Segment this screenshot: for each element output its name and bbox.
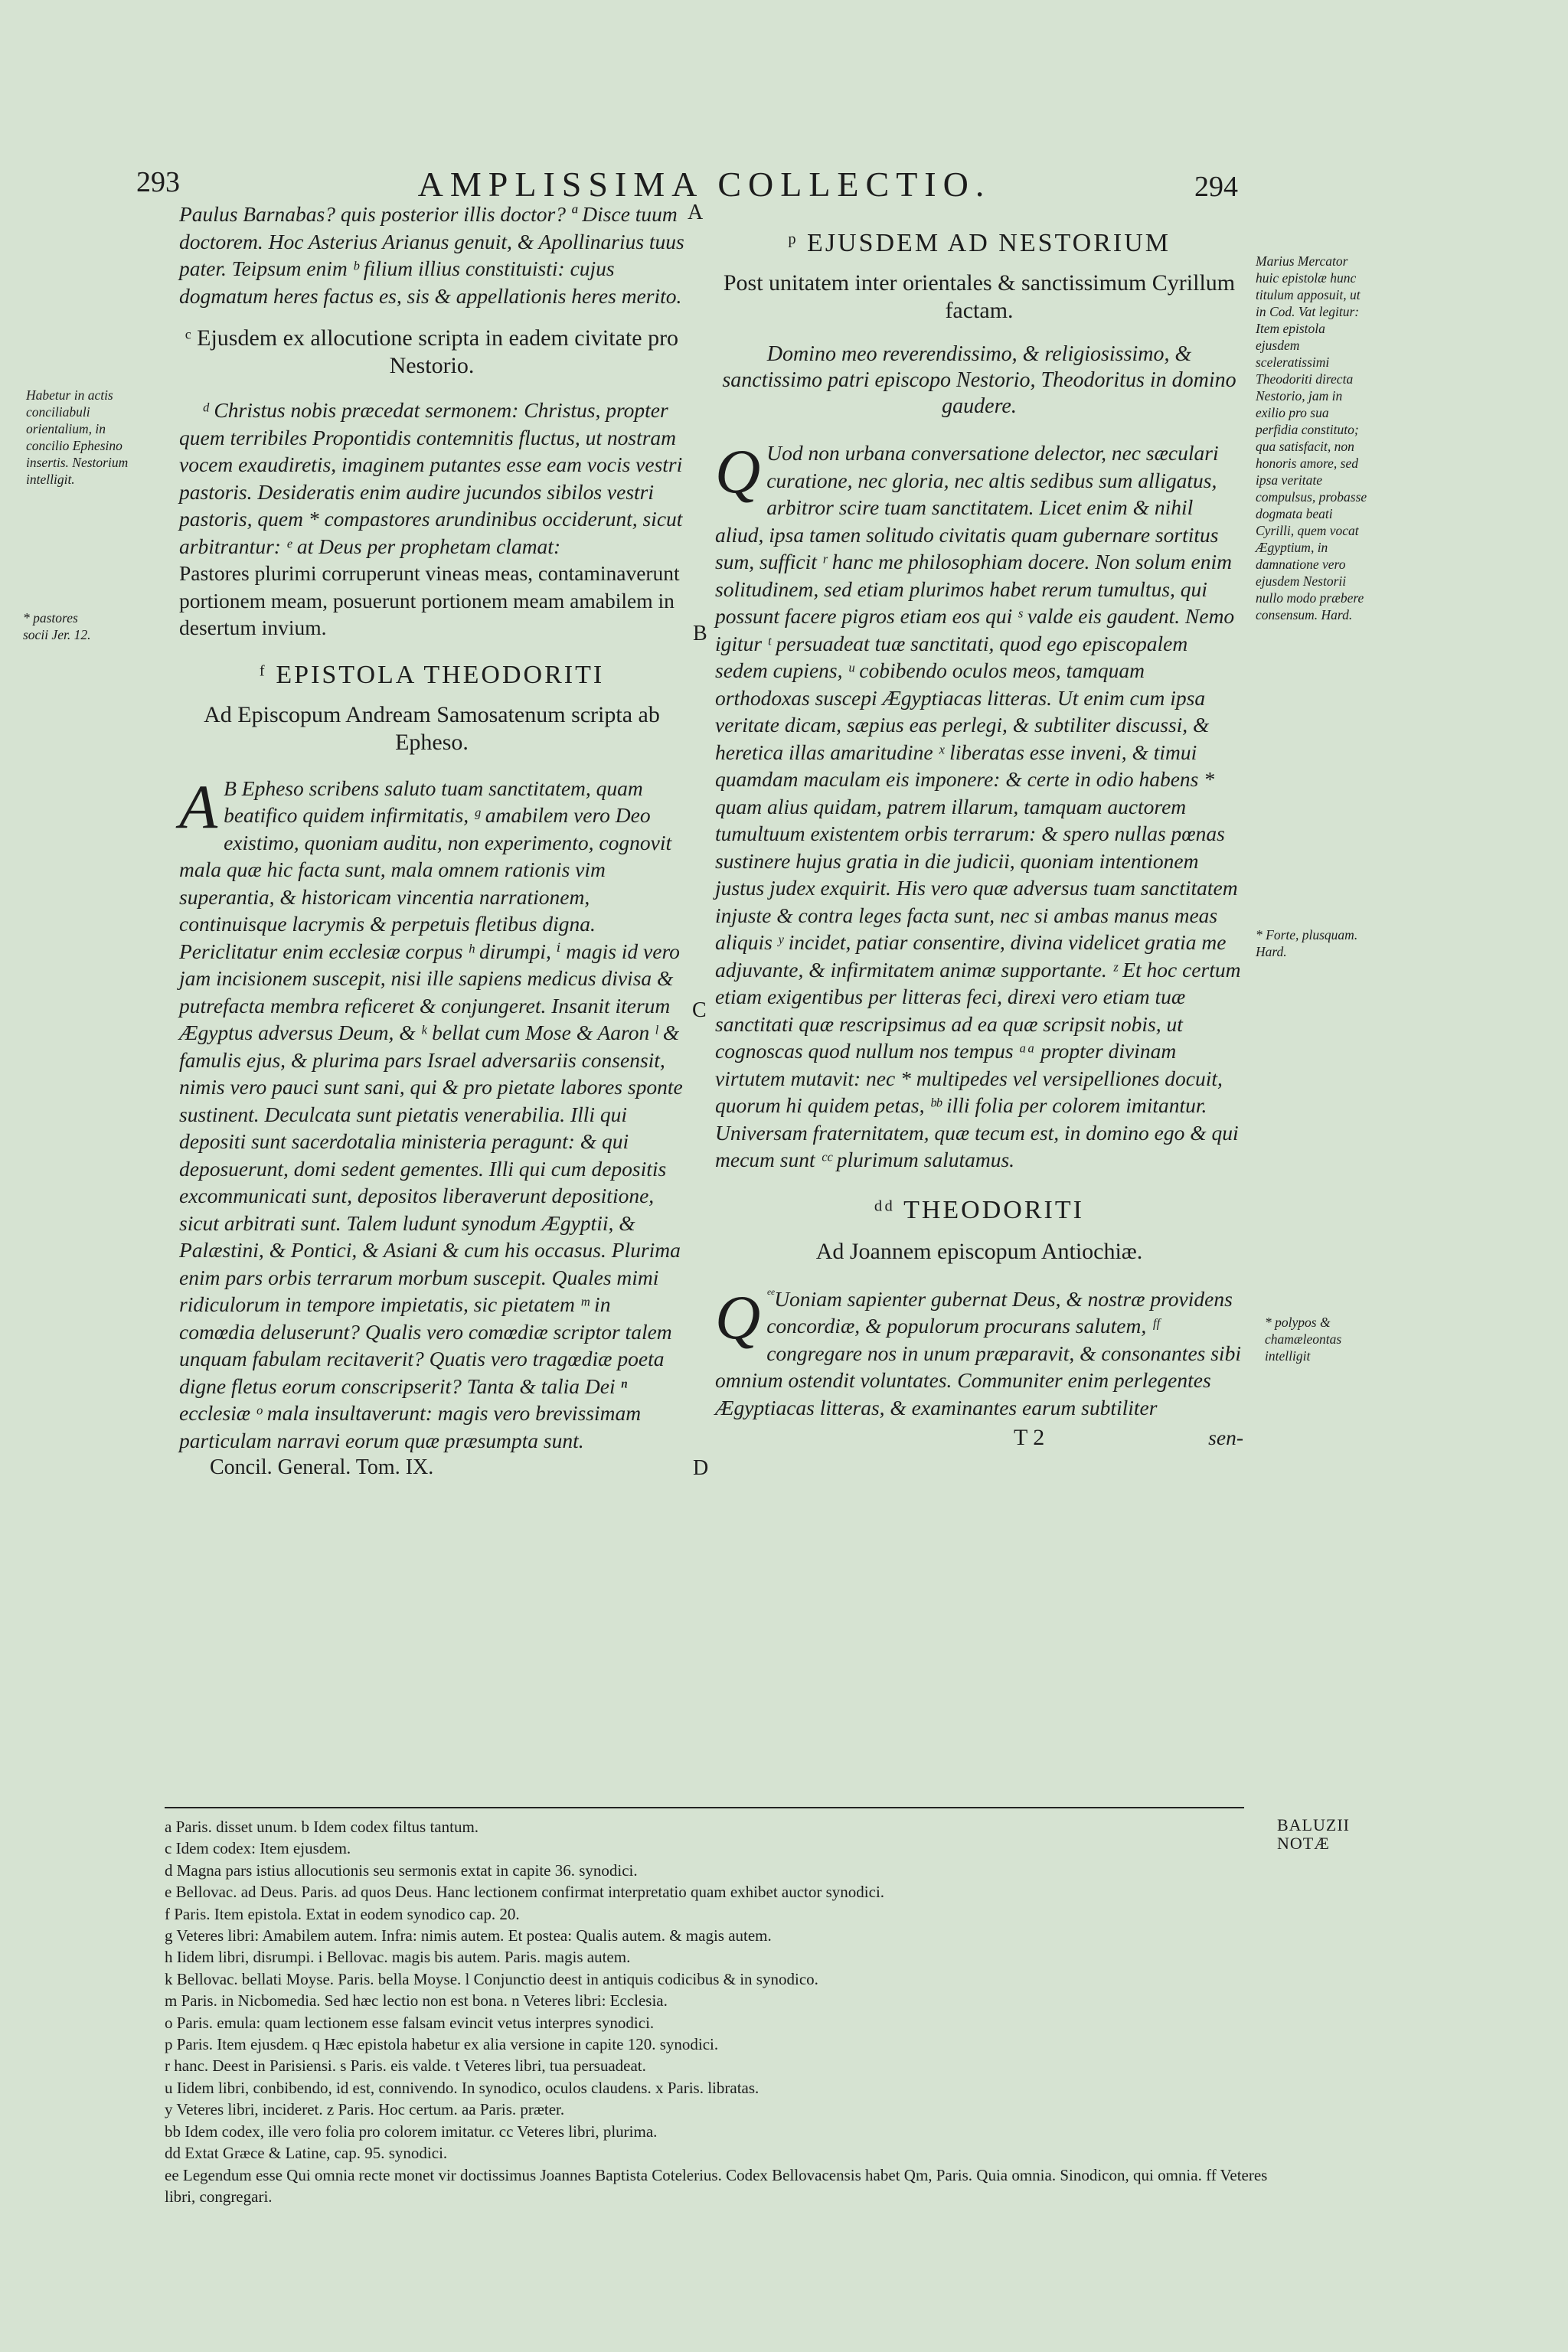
page-number-left: 293 — [136, 166, 180, 198]
page-number-right: 294 — [1194, 171, 1238, 203]
right-column — [715, 230, 1243, 1452]
drop-cap-q-first: Q — [715, 436, 761, 506]
right-margin-note-3: * polypos & chamæleontas intelligit — [1265, 1315, 1342, 1364]
footnote-line: bb Idem codex, ille vero folia pro colorem imitatur. cc Veteres libri, plurima. — [165, 2122, 658, 2141]
right-heading-theodoriti: ᵈᵈ THEODORITI — [874, 1195, 1084, 1224]
left-heading-allocutio: ᶜ Ejusdem ex allocutione scripta in eadem civitate pro Nestorio. — [185, 325, 679, 378]
right-column-footer — [715, 1424, 1243, 1452]
footnote-line: u Iidem libri, conbibendo, id est, connivendo. In synodico, oculos claudens. x Paris. libratas. — [165, 2078, 760, 2097]
footnote-line: m Paris. in Nicbomedia. Sed hæc lectio non est bona. n Veteres libri: Ecclesia. — [165, 1991, 668, 2011]
gutter-letter-d: D — [693, 1456, 709, 1480]
left-column-footer: Concil. General. Tom. IX. — [210, 1455, 434, 1479]
notes-label: BALUZII NOTÆ — [1277, 1815, 1350, 1853]
footnote-line: o Paris. emula: quam lectionem esse falsam evincit vetus interpres synodici. — [165, 2013, 655, 2032]
notes-divider — [165, 1807, 1244, 1808]
signature-mark: T 2 — [1014, 1425, 1045, 1450]
left-margin-note-1: Habetur in actis conciliabuli orientalium, in concilio Ephesino insertis. Nestorium intelligit. — [26, 387, 129, 487]
footnote-line: c Idem codex: Item ejusdem. — [165, 1839, 351, 1858]
footnote-line: dd Extat Græce & Latine, cap. 95. synodici. — [165, 2144, 448, 2163]
left-paragraph-epistola — [179, 771, 684, 1455]
footnote-line: y Veteres libri, incideret. z Paris. Hoc certum. aa Paris. præter. — [165, 2100, 565, 2119]
footnote-line: r hanc. Deest in Parisiensi. s Paris. eis valde. t Veteres libri, tua persuadeat. — [165, 2056, 646, 2076]
note-marker-ee: ᵉᵉ — [766, 1285, 775, 1302]
footnote-line: p Paris. Item ejusdem. q Hæc epistola habetur ex alia versione in capite 120. synodici. — [165, 2035, 719, 2054]
footnote-line: g Veteres libri: Amabilem autem. Infra: nimis autem. Et postea: Qualis autem. & magis autem. — [165, 1926, 772, 1945]
gutter-letter-b: B — [693, 622, 707, 645]
drop-cap-a: A — [179, 771, 218, 841]
gutter-letter-a: A — [688, 201, 704, 224]
footnote-line: a Paris. disset unum. b Idem codex filtus tantum. — [165, 1818, 479, 1836]
footnote-line: h Iidem libri, disrumpi. i Bellovac. magis bis autem. Paris. magis autem. — [165, 1948, 631, 1967]
right-paragraph-theodoriti — [715, 1282, 1243, 1422]
footnotes — [165, 1816, 1275, 2207]
footnote-line: f Paris. Item epistola. Extat in eodem synodico cap. 20. — [165, 1904, 520, 1923]
left-paragraph-prophet-quote: Pastores plurimi corruperunt vineas meas, contaminaverunt portionem meam, posuerunt portionem meam amabilem in desertum invium. — [179, 561, 680, 639]
catchword: sen- — [1208, 1426, 1243, 1449]
right-heading-nestorium-sub: Post unitatem inter orientales & sanctissimum Cyrillum factam. — [723, 270, 1236, 323]
right-heading-nestorium: ᵖ EJUSDEM AD NESTORIUM — [787, 229, 1171, 257]
footnote-line: e Bellovac. ad Deus. Paris. ad quos Deus. Hanc lectionem confirmat interpretatio quam exhibet auctor synodici. — [165, 1883, 885, 1902]
drop-cap-q-second: Q — [715, 1282, 761, 1352]
footnote-line: ee Legendum esse Qui omnia recte monet vir doctissimus Joannes Baptista Cotelerius. Codex Bellovacensis habet Qm, Paris. Quia omnia. Sinodicon, qui omnia. ff Veteres libri, congregari. — [165, 2165, 1268, 2206]
left-paragraph-epistola-text: B Epheso scribens saluto tuam sanctitatem, quam beatifico quidem infirmitatis, ᵍ amabilem vero Deo existimo, quoniam auditu, non experimento, cognovit mala quæ hic facta sunt, mala omnem rationis vim superantia, & historicam vincentia narrationem, continuisque lacrymis & perpetuis fletibus digna. Periclitatur enim ecclesiæ corpus ʰ dirumpi, ⁱ magis id vero jam incisionem suscepit, nisi ille sapiens medicus divisa & putrefacta membra reficeret & conjungeret. Insanit iterum Ægyptus adversus Deum, & ᵏ bellat cum Mose & Aaron ˡ & famulis ejus, & plurima pars Israel adversariis consensit, nimis vero pauci sunt sani, qui & pro pietate labores sponte sustinent. Deculcata sunt pietatis venerabilia. Illi qui depositi sunt sacerdotalia ministeria peragunt: & qui deposuerunt, domi sedent gementes. Illi qui cum depositis excommunicati sunt, depositos liberaverunt depositione, sicut arbitrati sunt. Talem ludunt synodum Ægyptii, & Palæstini, & Pontici, & Asiani & cum his occasus. Plurima enim pars orbis terrarum morbum suscepit. Quales mimi ridiculorum in tempore impietatis, sic pietatem ᵐ in comœdia deluserunt? Qualis vero comœdiæ scriptor talem unquam fabulam recitaverit? Quatis vero tragœdiæ poeta digne fletus eorum conscripserit? Tanta & talia Dei ⁿ ecclesiæ ᵒ mala insultaverunt: magis vero brevissimam particulam narravi eorum quæ præsumpta sunt. — [179, 776, 683, 1452]
left-margin-note-2: * pastores socii Jer. 12. — [23, 610, 91, 642]
right-margin-note-1: Marius Mercator huic epistolæ hunc titulum apposuit, ut in Cod. Vat legitur: Item epistola ejusdem sceleratissimi Theodoriti directa Nestorio, jam in exilio pro sua perfidia constituto; qua satisfacit, non honoris amore, sed ipsa veritate compulsus, probasse dogmata beati Cyrilli, quem vocat Ægyptium, in damnatione vero ejusdem Nestorii nullo modo præbere consensum. Hard. — [1256, 253, 1367, 622]
footnote-line: d Magna pars istius allocutionis seu sermonis extat in capite 36. synodici. — [165, 1860, 638, 1880]
right-salutation: Domino meo reverendissimo, & religiosissimo, & sanctissimo patri episcopo Nestorio, Theodoritus in domino gaudere. — [722, 342, 1236, 418]
running-title: AMPLISSIMA COLLECTIO. — [417, 165, 991, 204]
right-margin-note-2: * Forte, plusquam. Hard. — [1256, 927, 1358, 959]
left-opening-text: Paulus Barnabas? quis posterior illis doctor? ª Disce tuum doctorem. Hoc Asterius Arianus genuit, & Apollinarius tuus pater. Teipsum enim ᵇ filium illius constituisti: cujus dogmatum heres factus es, sis & appellationis heres merito. — [179, 202, 684, 308]
footnote-line: k Bellovac. bellati Moyse. Paris. bella Moyse. l Conjunctio deest in antiquis codicibus & in synodico. — [165, 1969, 818, 1988]
gutter-letter-c: C — [692, 998, 707, 1022]
left-paragraph-allocutio: ᵈ Christus nobis præcedat sermonem: Christus, propter quem terribiles Propontidis contemnitis fluctus, ut nostram vocem exaudiretis, imaginem putantes esse eam vocis vestri pastoris. Desideratis enim audire jucundos sibilos vestri pastoris, quem * compastores arundinibus occiderunt, sicut arbitrantur: ᵉ at Deus per prophetam clamat: — [179, 398, 683, 558]
right-paragraph-theodoriti-text: Uoniam sapienter gubernat Deus, & nostræ providens concordiæ, & populorum procurans salutem, ᶠᶠ congregare nos in unum præparavit, & consonantes sibi omnium ostendit voluntates. Communiter enim perlegentes Ægyptiacas litteras, & examinantes earum subtiliter — [715, 1286, 1241, 1419]
right-paragraph-nestorium-text: Uod non urbana conversatione delector, nec sæculari curatione, nec gloria, nec altis sedibus sum alligatus, arbitror scire tuam sanctitatem. Licet enim & nihil aliud, ipsa tamen solitudo civitatis quam gubernare sortitus sum, sufficit ʳ hanc me philosophiam docere. Non solum enim solitudinem, sed etiam plurimos habet rerum tumultus, qui possunt facere pigros etiam eos qui ˢ valde eis gaudent. Nemo igitur ᵗ persuadeat tuæ sanctitati, quod ego episcopalem sedem cupiens, ᵘ cobibendo oculos meos, tamquam orthodoxas suscepi Ægyptiacas litteras. Ut enim cum ipsa veritate dicam, sæpius eas perlegi, & subtiliter discussi, & heretica illas amaritudine ˣ liberatas esse inveni, & timui quamdam maculam eis imponere: & certe in odio habens * quam alius quidam, patrem illarum, tamquam auctorem tumultuum existentem orbis terrarum: & spero nullas pœnas sustinere hujus gratia in die judicii, quoniam intentionem justus judex exquirit. His vero quæ adversus tuam sanctitatem injuste & contra leges facta sunt, nec si ambas manus meas aliquis ʸ incidet, patiar consentire, divina videlicet gratia me adjuvante, & infirmitatem animæ supportante. ᶻ Et hoc certum etiam exigentibus per litteras feci, direxi vero etiam tuæ sanctitati quæ rescripsimus ad ea quæ scripsit nobis, ut cognoscas quod nullum nos tempus ᵃᵃ propter divinam virtutem mutavit: nec * multipedes vel versipelliones docuit, quorum hi quidem petas, ᵇᵇ illi folia per colorem imitantur. Universam fraternitatem, quæ tecum est, in domino ego & qui mecum sunt ᶜᶜ plurimum salutamus. — [715, 441, 1241, 1171]
right-paragraph-nestorium — [715, 436, 1243, 1174]
left-heading-epistola-sub: Ad Episcopum Andream Samosatenum scripta ab Epheso. — [204, 701, 660, 755]
left-heading-epistola: ᶠ EPISTOLA THEODORITI — [259, 660, 605, 689]
left-column — [179, 201, 684, 1481]
right-heading-theodoriti-sub: Ad Joannem episcopum Antiochiæ. — [815, 1238, 1143, 1264]
